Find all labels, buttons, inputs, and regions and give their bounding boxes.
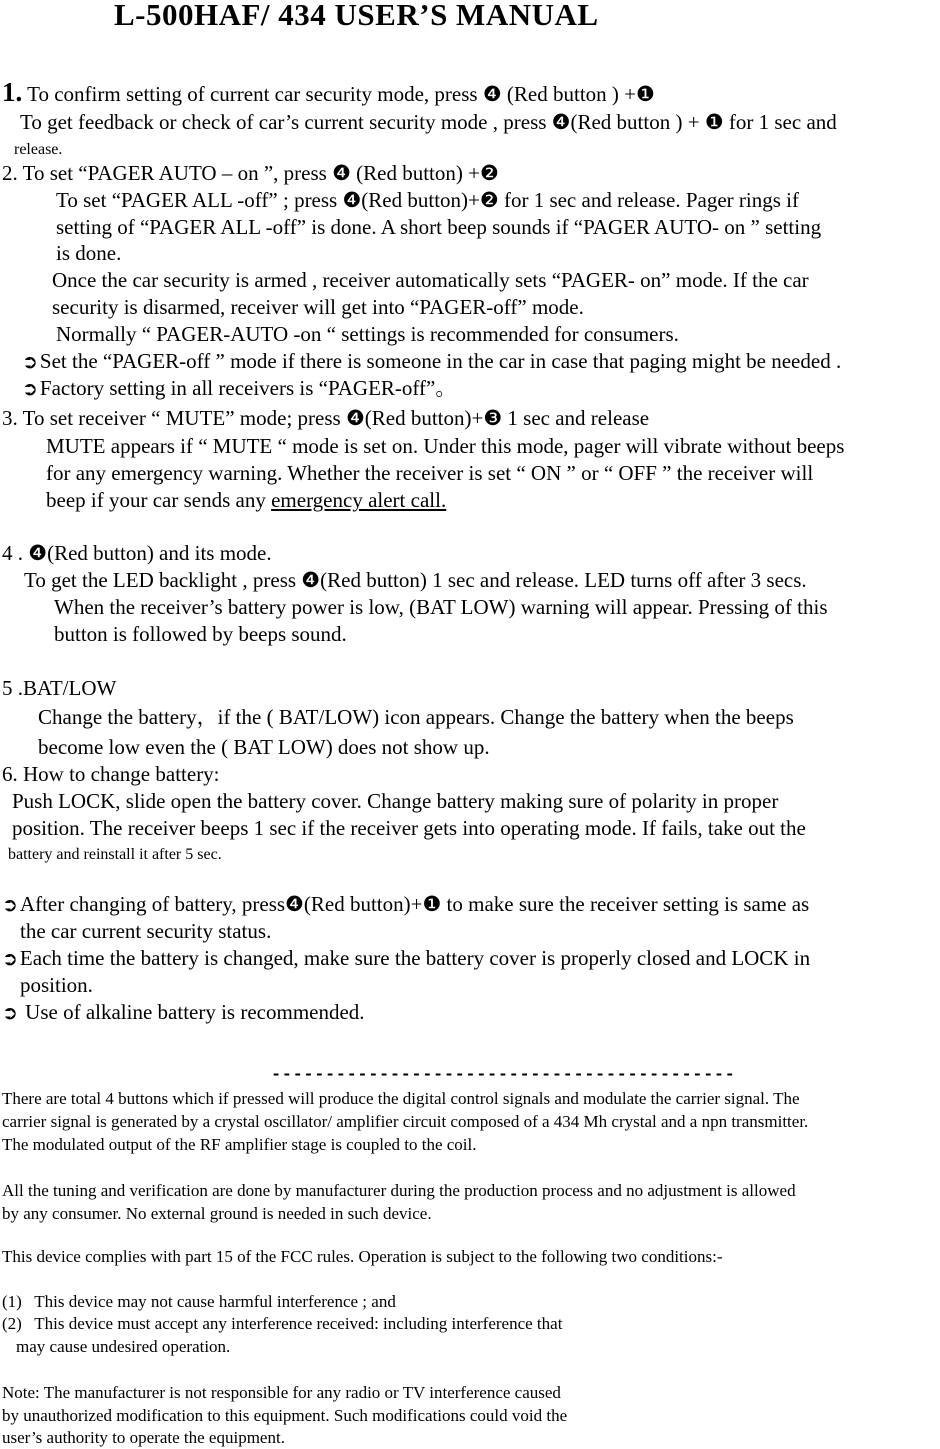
- s2-line-7: Normally “ PAGER-AUTO -on “ settings is recommended for consumers.: [56, 322, 679, 346]
- s5-line-3: become low even the ( BAT LOW) does not show up.: [38, 735, 490, 759]
- s5-line-1: 5 .BAT/LOW: [2, 676, 117, 700]
- s6-bullet-2-cont: position.: [20, 973, 93, 997]
- fcc-condition-1: (1) This device may not cause harmful interference ; and: [2, 1292, 396, 1311]
- s4-line-1: 4 . ❹(Red button) and its mode.: [2, 541, 272, 565]
- s2-line-2: To set “PAGER ALL -off” ; press ❹(Red button)+❷ for 1 sec and release. Pager rings if: [56, 188, 799, 212]
- s2-bullet-2-text: Factory setting in all receivers is “PAGER-off”。: [39, 376, 457, 400]
- s2-bullet-1: [22, 349, 841, 374]
- arrow-icon: ➲: [22, 378, 38, 400]
- s3-line-4: [46, 488, 446, 512]
- section-divider: -------------------------------------------: [271, 1066, 736, 1085]
- fcc-condition-2-cont: may cause undesired operation.: [16, 1337, 231, 1356]
- s1-number: 1.: [2, 77, 23, 107]
- fcc-p2-line-1: All the tuning and verification are done by manufacturer during the production process and no adjustment is allowed: [2, 1181, 796, 1200]
- fcc-note-line-1: Note: The manufacturer is not responsible for any radio or TV interference caused: [2, 1383, 561, 1402]
- s6-line-1: 6. How to change battery:: [2, 762, 220, 786]
- s4-line-2: To get the LED backlight , press ❹(Red button) 1 sec and release. LED turns off after 3 secs.: [24, 568, 807, 592]
- fcc-p3: This device complies with part 15 of the FCC rules. Operation is subject to the following two conditions:-: [2, 1247, 723, 1266]
- fcc-condition-2: (2) This device must accept any interference received: including interference that: [2, 1314, 563, 1333]
- s6-bullet-3: [2, 1000, 365, 1025]
- arrow-icon: ➲: [2, 1002, 18, 1024]
- s2-line-6: security is disarmed, receiver will get into “PAGER-off” mode.: [52, 295, 584, 319]
- s6-bullet-2: [2, 946, 810, 971]
- s6-line-3: position. The receiver beeps 1 sec if the receiver gets into operating mode. If fails, take out the: [12, 816, 806, 840]
- fcc-p2-line-2: by any consumer. No external ground is needed in such device.: [2, 1204, 432, 1223]
- s3-line-4-text: beep if your car sends any: [46, 488, 272, 512]
- s3-line-2: MUTE appears if “ MUTE “ mode is set on. Under this mode, pager will vibrate without beeps: [46, 434, 845, 458]
- s6-bullet-1-cont: the car current security status.: [20, 919, 272, 943]
- arrow-icon: ➲: [22, 351, 38, 373]
- fcc-p1-line-3: The modulated output of the RF amplifier stage is coupled to the coil.: [2, 1135, 477, 1154]
- s1-line-1: [2, 77, 655, 107]
- s1-line-2: To get feedback or check of car’s current security mode , press ❹(Red button ) + ❶ for 1 sec and: [20, 110, 837, 134]
- s2-line-4: is done.: [56, 241, 122, 265]
- emergency-alert-call-text: emergency alert call.: [271, 488, 447, 512]
- s2-line-5: Once the car security is armed , receiver automatically sets “PAGER- on” mode. If the car: [52, 268, 809, 292]
- s2-bullet-1-text: Set the “PAGER-off ” mode if there is someone in the car in case that paging might be needed .: [39, 349, 842, 373]
- s6-bullet-1: [2, 892, 809, 917]
- s4-line-4: button is followed by beeps sound.: [54, 622, 347, 646]
- s3-line-1: 3. To set receiver “ MUTE” mode; press ❹(Red button)+❸ 1 sec and release: [2, 406, 650, 430]
- s6-line-2: Push LOCK, slide open the battery cover. Change battery making sure of polarity in proper: [12, 789, 779, 813]
- s5-line-2: Change the battery，if the ( BAT/LOW) icon appears. Change the battery when the beeps: [38, 705, 794, 729]
- s3-line-3: for any emergency warning. Whether the receiver is set “ ON ” or “ OFF ” the receiver will: [46, 461, 814, 485]
- s6-line-4: battery and reinstall it after 5 sec.: [8, 846, 222, 863]
- s1-text: To confirm setting of current car security mode, press ❹ (Red button ) +❶: [22, 82, 655, 106]
- s6-bullet-3-text: Use of alkaline battery is recommended.: [19, 1000, 365, 1024]
- s2-bullet-2: [22, 376, 456, 401]
- fcc-note-line-2: by unauthorized modification to this equipment. Such modifications could void the: [2, 1406, 568, 1425]
- s2-line-3: setting of “PAGER ALL -off” is done. A short beep sounds if “PAGER AUTO- on ” setting: [56, 215, 822, 239]
- arrow-icon: ➲: [2, 894, 18, 916]
- fcc-p1-line-1: There are total 4 buttons which if pressed will produce the digital control signals and modulate the carrier signal. The: [2, 1089, 800, 1108]
- s6-bullet-2-text: Each time the battery is changed, make sure the battery cover is properly closed and LOCK in: [19, 946, 811, 970]
- manual-title: L-500HAF/ 434 USER’S MANUAL: [114, 0, 599, 32]
- s2-line-1: 2. To set “PAGER AUTO – on ”, press ❹ (Red button) +❷: [2, 161, 499, 185]
- s6-bullet-1-text: After changing of battery, press❹(Red button)+❶ to make sure the receiver setting is same as: [19, 892, 810, 916]
- fcc-note-line-3: user’s authority to operate the equipment.: [2, 1428, 285, 1447]
- arrow-icon: ➲: [2, 948, 18, 970]
- fcc-p1-line-2: carrier signal is generated by a crystal oscillator/ amplifier circuit composed of a 434 Mh crystal and a npn transmitter.: [2, 1112, 809, 1131]
- s1-line-3: release.: [14, 141, 63, 158]
- s4-line-3: When the receiver’s battery power is low, (BAT LOW) warning will appear. Pressing of this: [54, 595, 828, 619]
